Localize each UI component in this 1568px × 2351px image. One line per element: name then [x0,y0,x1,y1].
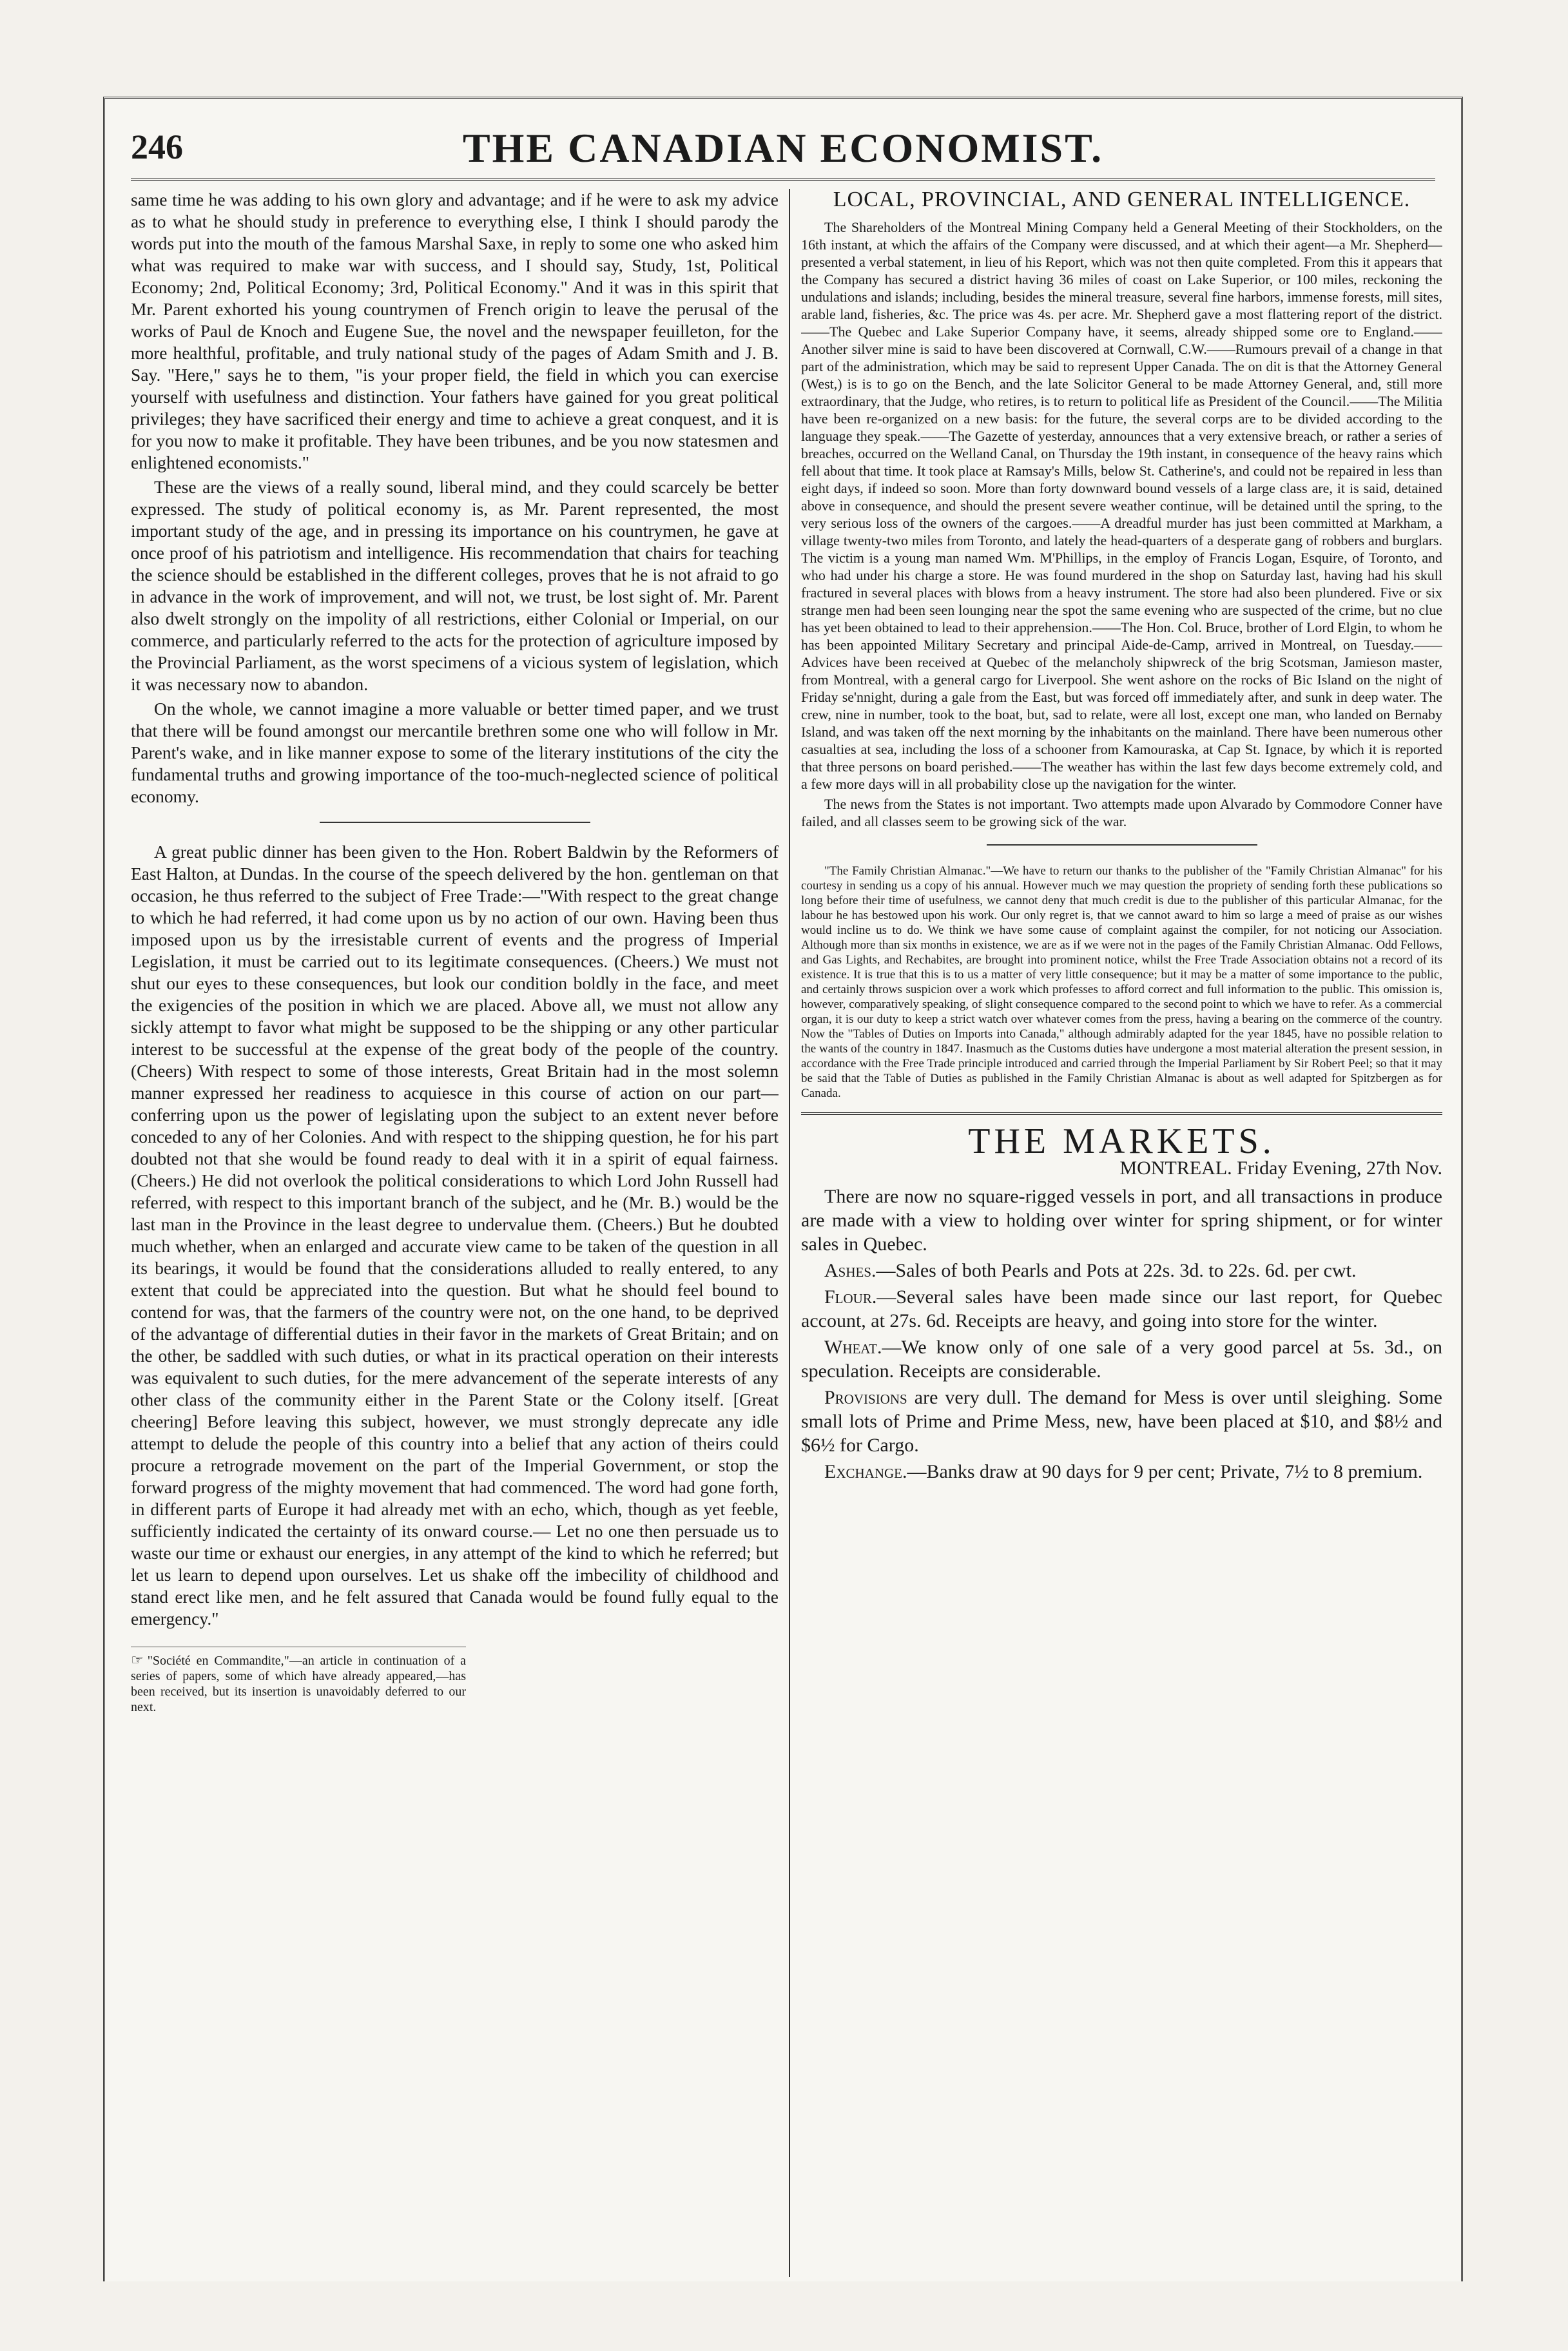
markets-flour [801,1285,1442,1333]
markets-dateline: MONTREAL. Friday Evening, 27th Nov. [1119,1157,1442,1179]
flour-text: —Several sales have been made since our last report, for Quebec account, at 27s. 6d. Receipts are heavy, and going into store for the winter. [801,1286,1442,1331]
column-divider [789,189,790,2277]
intelligence-paragraph: The news from the States is not important. Two attempts made upon Alvarado by Commodore Conner have failed, and all classes seem to be growing sick of the war. [801,796,1442,829]
provisions-text: are very dull. The demand for Mess is over until sleighing. Some small lots of Prime and Prime Mess, new, have been placed at $10, and $8½ and $6½ for Cargo. [801,1387,1442,1456]
article-paragraph: same time he was adding to his own glory and advantage; and if he were to ask my advice as to what he should study in preference to everything else, I think I should parody the words put into the mouth of the famous Marshal Saxe, in reply to some one who asked him what was required to make war with success, and I should say, Study, 1st, Political Economy; 2nd, Political Economy; 3rd, Political Economy." And it was in this spirit that Mr. Parent exhorted his young countrymen of French origin to leave the perusal of the works of Paul de Knoch and Eugene Sue, the novel and the newspaper feuilleton, for the more healthful, profitable, and truly national study of the pages of Adam Smith and J. B. Say. "Here," says he to them, "is your proper field, the field in which you can exercise yourself with usefulness and distinction. Your fathers have gained for you great political privileges; they have sacrificed their energy and time to achieve a great conquest, and it is for you now to make it profitable. They have been tribunes, and be you now statesmen and enlightened economists." [131,189,779,472]
article-paragraph: These are the views of a really sound, liberal mind, and they could scarcely be better expressed. The study of political economy is, as Mr. Parent represented, the most important study of the age, and in pressing its importance on his countrymen, he gave at once proof of his patriotism and intelligence. His recommendation that chairs for teaching the science should be established in the different colleges, proves that he is not afraid to go in advance in the work of improvement, and will not, we trust, be lost sight of. Mr. Parent also dwelt strongly on the impolity of all restrictions, either Colonial or Imperial, on our commerce, and particularly referred to the acts for the protection of agriculture imposed by the Provincial Parliament, as the worst specimens of a vicious system of legislation, which it was necessary now to abandon. [131,477,779,694]
ashes-text: —Sales of both Pearls and Pots at 22s. 3d. to 22s. 6d. per cwt. [876,1260,1357,1281]
article-separator [320,822,590,823]
almanac-notice: "The Family Christian Almanac."—We have to return our thanks to the publisher of the "Family Christian Almanac" for his courtesy in sending us a copy of his annual. However much we may question the propriety of sending forth these publications so long before their time of usefulness, we cannot deny that much credit is due to the publisher of this particular Almanac, for the labour he has bestowed upon his work. Our only regret is, that we cannot award to him so large a meed of praise as our wishes would incline us to do. We think we have some cause of complaint against the compiler, for not noticing our Association. Although more than six months in existence, we are as if we were not in the pages of the Family Christian Almanac. Odd Fellows, and Gas Lights, and Rechabites, are brought into prominent notice, whilst the Free Trade Association obtains not a record of its existence. It is true that this is to us a matter of very little consequence; but it may be a matter of some importance to the public, and certainly throws suspicion over a work which professes to afford correct and full information to the public. This omission is, however, comparatively speaking, of slight consequence compared to the second point to which we have to refer. As a commercial organ, it is our duty to keep a strict watch over whatever comes from the press, having a bearing on the commerce of the country. Now the "Tables of Duties on Imports into Canada," although admirably adapted for the year 1845, have no possible relation to the wants of the country in 1847. Inasmuch as the Customs duties have undergone a most material alteration the present session, in accordance with the Free Trade principle introduced and carried through the Imperial Parliament by Sir Robert Peel; so that it may be said that the Table of Duties as published in the Family Christian Almanac is about as well adapted for Spitzbergen as for Canada. [801,864,1442,1100]
markets-provisions [801,1386,1442,1457]
footnote-text: "Société en Commandite,"—an article in continuation of a series of papers, some of which have already appeared,—has been received, but its insertion is unavoidably deferred to our next. [131,1654,466,1714]
wheat-text: —We know only of one sale of a very good parcel at 5s. 3d., on speculation. Receipts are considerable. [801,1337,1442,1382]
article-separator [987,844,1257,846]
page-header [131,122,1435,181]
page-number: 246 [131,128,183,166]
markets-wheat [801,1335,1442,1383]
ashes-label: Ashes. [824,1260,876,1281]
left-column [131,189,779,2249]
newspaper-page [103,97,1463,2281]
intelligence-paragraph: The Shareholders of the Montreal Mining Company held a General Meeting of their Stockholders, on the 16th instant, at which the affairs of the Company were discussed, and at which their agent—a Mr. Shepherd—presented a verbal statement, in lieu of his Report, which was not then quite completed. From this it appears that the Company has secured a district having 36 miles of coast on Lake Superior, or 100 miles, reckoning the undulations and islands; including, besides the mineral treasure, several fine harbors, immense forests, mill sites, arable land, fisheries, &c. The price was 4s. per acre. Mr. Shepherd gave a most flattering report of the district.——The Quebec and Lake Superior Company have, it seems, already shipped some ore to England.——Another silver mine is said to have been discovered at Cornwall, C.W.——Rumours prevail of a change in that part of the administration, which may be said to represent Upper Canada. The on dit is that the Attorney General (West,) is is to go on the Bench, and the late Solicitor General to be made Attorney General, and, still more extraordinary, that the Judge, who retires, is to return to political life as President of the Council.——The Militia have been re-organized on a new basis: for the future, the several corps are to be divided according to the language they speak.——The Gazette of yesterday, announces that a very extensive breach, or rather a series of breaches, occurred on the Welland Canal, on Thursday the 19th instant, in consequence of the heavy rains which fell about that time. It took place at Ramsay's Mills, below St. Catherine's, and could not be repaired in less than eight days, if indeed so soon. More than forty downward bound vessels of a large class are, it is said, detained above in consequence, and should the present severe weather continue, will be detained until the spring, to the very serious loss of the owners of the cargoes.——A dreadful murder has just been committed at Markham, a village twenty-two miles from Toronto, and lately the head-quarters of a desperate gang of robbers and burglars. The victim is a young man named Wm. M'Phillips, in the employ of Francis Logan, Esquire, of Toronto, and who had under his charge a store. He was found murdered in the shop on Saturday last, having had his skull fractured in several places with blows from a heavy instrument. The store had also been plundered. Five or six strange men had been seen lounging near the spot the same evening who are suspected of the crime, but no clue has yet been obtained to lead to their apprehension.——The Hon. Col. Bruce, brother of Lord Elgin, to whom he has been appointed Military Secretary and principal Aide-de-Camp, arrived in Montreal, on Tuesday.——Advices have been received at Quebec of the melancholy shipwreck of the brig Scotsman, Jamieson master, from Montreal, with a general cargo for Liverpool. She went ashore on the rocks of Bic Island on the night of Friday se'nnight, during a gale from the East, but was forced off immediately after, and sunk in deep water. The crew, nine in number, took to the boat, but, sad to relate, were all lost, except one man, who landed on Bernaby Island, and was taken off the next morning by the inhabitants on the mainland. There have been numerous other casualties at sea, including the loss of a schooner from Kamouraska, at Cap St. Ignace, by which it is reported that three persons on board perished.——The weather has within the last few days become extremely cold, and a few more days will in all probability close up the navigation for the winter. [801,219,1442,792]
exchange-label: Exchange. [824,1461,907,1482]
exchange-text: —Banks draw at 90 days for 9 per cent; Private, 7½ to 8 premium. [907,1461,1423,1482]
article-paragraph: A great public dinner has been given to the Hon. Robert Baldwin by the Reformers of East Halton, at Dundas. In the course of the speech delivered by the hon. gentleman on that occasion, he thus referred to the subject of Free Trade:—"With respect to the great change to which he had referred, it had come upon us by no action of our own. Having been thus imposed upon us by the irresistable current of events and the progress of Imperial Legislation, it must be carried out to its legitimate consequences. (Cheers.) We must not shut our eyes to these consequences, but look our condition boldly in the face, and meet the exigencies of the position in which we are placed. Above all, we must not allow any sickly attempt to favor what might be supposed to be the shipping or any other particular interest to be successful at the expense of the great body of the people of the country. (Cheers) With respect to some of those interests, Great Britain had in the most solemn manner expressed her readiness to acquiesce in this course of action on our part—conferring upon us the power of legislating upon the subject to an extent never before conceded to any of her Colonies. And with respect to the shipping question, he for his part doubted not that she would be found ready to deal with it in a spirit of equal fairness. (Cheers.) He did not overlook the political considerations to which Lord John Russell had referred, with respect to this important branch of the subject, and he (Mr. B.) would be the last man in the Province in the least degree to undervalue them. (Cheers.) But he doubted much whether, when an enlarged and accurate view came to be taken of the question in all its bearings, it would be found that the considerations alluded to really entered, to any extent that could be appreciated into the question. But what he should feel bound to contend for was, that the farmers of the country were not, on the one hand, to be deprived of the advantage of differential duties in their favor in the markets of Great Britain; and on the other, be saddled with such duties, or what in its practical operation on their interests was equivalent to such duties, for the mere advancement of the seperate interests of any other class of the community either in the Parent State or the Colony itself. [Great cheering] Before leaving this subject, however, we must strongly deprecate any idle attempt to delude the people of this country into a belief that any action of theirs could procure a retrograde movement on the part of the Imperial Government, or stop the forward progress of the mighty movement that had commenced. The word had gone forth, in different parts of Europe it had already met with an echo, which, though as yet feeble, sufficiently indicated the certainty of its onward course.— Let no one then persuade us to waste our time or exhaust our energies, in any attempt of the kind to which he referred; but let us learn to depend upon ourselves. Let us shake off the imbecility of childhood and stand erect like men, and he felt assured that Canada would be found fully equal to the emergency." [131,842,779,1629]
masthead-title: THE CANADIAN ECONOMIST. [462,125,1104,171]
markets-exchange [801,1460,1442,1484]
wheat-label: Wheat. [824,1337,882,1358]
markets-ashes [801,1259,1442,1282]
markets-rule [801,1112,1442,1115]
provisions-label: Provisions [824,1387,907,1408]
markets-paragraph: There are now no square-rigged vessels in port, and all transactions in produce are made with a view to holding over winter for spring shipment, or for winter sales in Quebec. [801,1186,1442,1255]
markets-title: THE MARKETS. [968,1121,1275,1161]
section-title: LOCAL, PROVINCIAL, AND GENERAL INTELLIGENCE. [833,189,1411,211]
footnote [131,1647,466,1715]
right-column [801,189,1442,2249]
markets-section [801,1121,1442,1484]
article-paragraph: On the whole, we cannot imagine a more valuable or better timed paper, and we trust that there will be found amongst our mercantile brethren some one who will follow in Mr. Parent's wake, and in like manner expose to some of the literary institutions of the city the fundamental truths and growing importance of the too-much-neglected science of political economy. [131,699,779,806]
flour-label: Flour. [824,1286,877,1308]
pointing-hand-icon: ☞ [131,1652,144,1668]
